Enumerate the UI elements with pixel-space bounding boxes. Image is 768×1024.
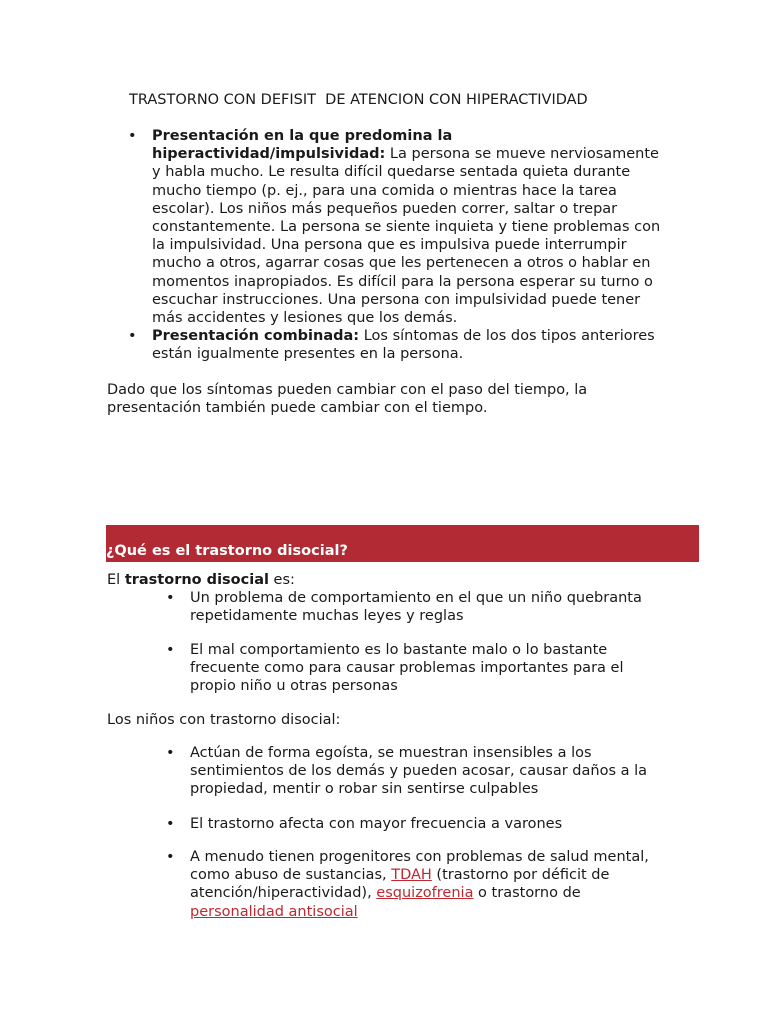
bullet-icon: • [166, 849, 175, 865]
list-item [128, 327, 662, 363]
kids-list [166, 815, 670, 833]
parents-text: o trastorno de [473, 885, 581, 902]
intro-term: trastorno disocial [124, 572, 269, 588]
kids-heading: Los niños con trastorno disocial: [107, 712, 341, 728]
kids-list [166, 744, 670, 799]
bullet-icon: • [166, 816, 175, 832]
section-banner [106, 525, 699, 562]
bullet-icon: • [128, 128, 137, 144]
definition-text: Un problema de comportamiento en el que un niño quebranta repetidamente muchas leyes y reglas [190, 590, 642, 625]
presentation-list [128, 127, 662, 364]
bullet-icon: • [128, 328, 137, 345]
personalidad-antisocial-link[interactable]: personalidad antisocial [190, 903, 358, 920]
bullet-icon: • [166, 642, 175, 658]
intro-prefix: El [107, 572, 125, 588]
kids-text: El trastorno afecta con mayor frecuencia a varones [190, 816, 563, 832]
list-item [166, 744, 670, 799]
definition-text: El mal comportamiento es lo bastante malo o lo bastante frecuente como para causar problemas importantes para el propio niño u otras personas [190, 642, 624, 695]
kids-text: Actúan de forma egoísta, se muestran insensibles a los sentimientos de los demás y pueden acosar, causar daños a la propiedad, mentir o robar sin sentirse culpables [190, 745, 648, 798]
definition-list [166, 641, 670, 696]
esquizofrenia-link[interactable]: esquizofrenia [376, 885, 474, 902]
bullet-icon: • [166, 590, 175, 606]
definition-list [166, 589, 670, 625]
intro-paragraph [107, 571, 295, 589]
parents-text: (trastorno por déficit de atención/hiperactividad), [190, 867, 610, 902]
presentation-label: Presentación en la que predomina la hiperactividad/impulsividad: [152, 128, 453, 163]
intro-suffix: es: [268, 572, 295, 588]
presentation-text: Los síntomas de los dos tipos anteriores están igualmente presentes en la persona. [152, 328, 655, 363]
list-item [166, 589, 670, 625]
list-item [128, 127, 662, 327]
bullet-icon: • [166, 745, 175, 761]
kids-list [166, 848, 670, 921]
document-title: TRASTORNO CON DEFISIT DE ATENCION CON HIPERACTIVIDAD [129, 92, 588, 108]
list-item [166, 848, 670, 921]
change-note: Dado que los síntomas pueden cambiar con el paso del tiempo, la presentación también puede cambiar con el tiempo. [107, 382, 588, 417]
parents-text: A menudo tienen progenitores con problemas de salud mental, como abuso de sustancias, [190, 849, 649, 884]
presentation-label: Presentación combinada: [152, 328, 360, 345]
list-item [166, 815, 670, 833]
section-title: ¿Qué es el trastorno disocial? [106, 543, 348, 559]
tdah-link[interactable]: TDAH [391, 867, 432, 884]
list-item [166, 641, 670, 696]
presentation-text: La persona se mueve nerviosamente y habla mucho. Le resulta difícil quedarse sentada quieta durante mucho tiempo (p. ej., para una comida o mientras hace la tarea escolar). Los niños más pequeños pueden correr, saltar o trepar constantemente. La persona se siente inquieta y tiene problemas con la impulsividad. Una persona que es impulsiva puede interrumpir mucho a otros, agarrar cosas que les pertenecen a otros o hablar en momentos inapropiados. Es difícil para la persona esperar su turno o escuchar instrucciones. Una persona con impulsividad puede tener más accidentes y lesiones que los demás. [152, 146, 661, 327]
